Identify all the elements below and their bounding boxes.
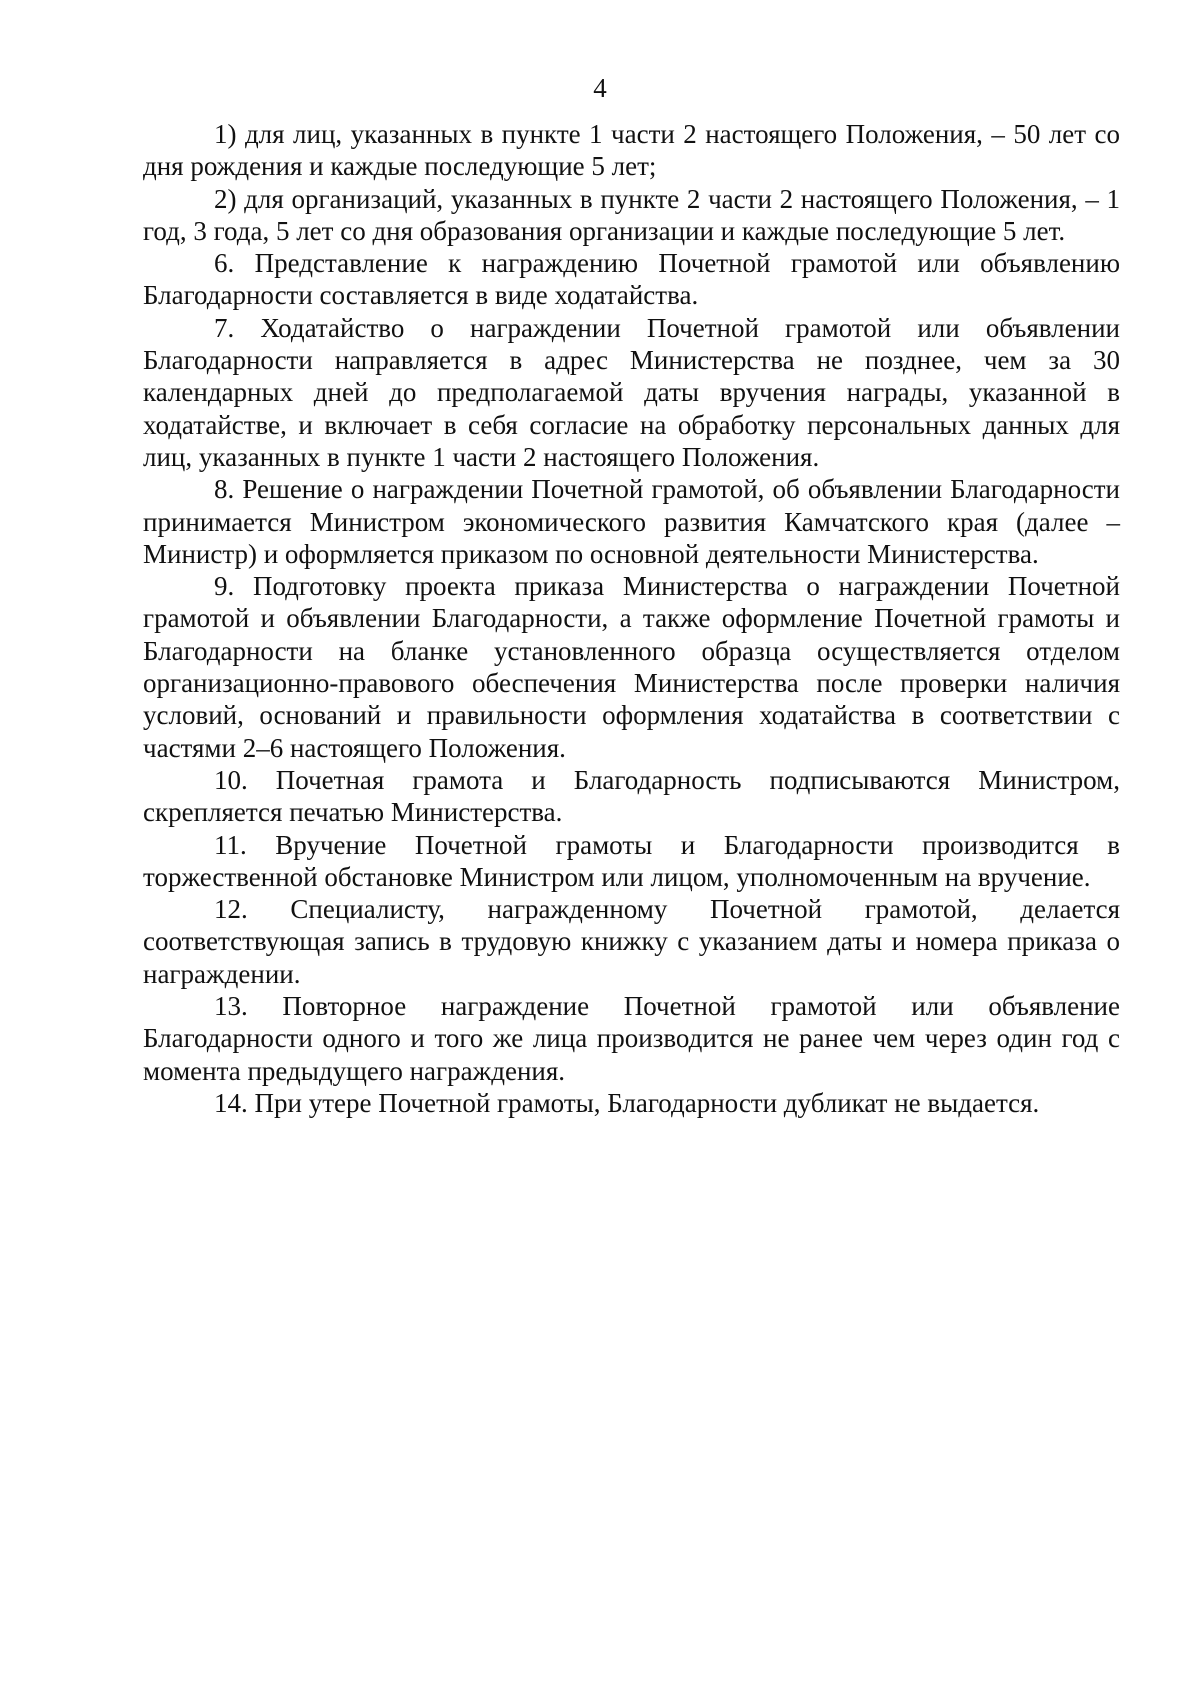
- paragraph-10: 10. Почетная грамота и Благодарность подписываются Министром, скрепляется печатью Министерства.: [143, 764, 1120, 828]
- paragraph-14: 14. При утере Почетной грамоты, Благодарности дубликат не выдается.: [214, 1087, 1040, 1118]
- paragraph-item-1-50-years: 1) для лиц, указанных в пункте 1 части 2 настоящего Положения, – 50 лет со дня рождения и каждые последующие 5 лет;: [143, 119, 1120, 182]
- paragraph-7: 7. Ходатайство о награждении Почетной грамотой или объявлении Благодарности направляется в адрес Министерства не позднее, чем за 30 календарных дней до предполагаемой даты вручения награды, указанной в ходатайстве, и включает в себя согласие на обработку персональных данных для лиц, указанных в пункте 1 части 2 настоящего Положения.: [143, 312, 1120, 472]
- page-number: 4: [593, 73, 607, 103]
- paragraph-12: 12. Специалисту, награжденному Почетной грамотой, делается соответствующая запись в трудовую книжку с указанием даты и номера приказа о награждении.: [143, 894, 1120, 989]
- paragraph-11: 11. Вручение Почетной грамоты и Благодарности производится в торжественной обстановке Министром или лицом, уполномоченным на вручение.: [143, 829, 1120, 892]
- paragraph-13: 13. Повторное награждение Почетной грамотой или объявление Благодарности одного и того же лица производится не ранее чем через один год с момента предыдущего награждения.: [143, 991, 1120, 1086]
- document-body: [143, 118, 1120, 1119]
- paragraph-item-2-organizations: 2) для организаций, указанных в пункте 2 части 2 настоящего Положения, – 1 год, 3 года, 5 лет со дня образования организации и каждые последующие 5 лет.: [143, 183, 1120, 246]
- paragraph-6: 6. Представление к награждению Почетной грамотой или объявлению Благодарности составляется в виде ходатайства.: [143, 248, 1120, 311]
- paragraph-8: 8. Решение о награждении Почетной грамотой, об объявлении Благодарности принимается Министром экономического развития Камчатского края (далее – Министр) и оформляется приказом по основной деятельности Министерства.: [143, 474, 1120, 569]
- paragraph-9: 9. Подготовку проекта приказа Министерства о награждении Почетной грамотой и объявлении Благодарности, а также оформление Почетной грамоты и Благодарности на бланке установленного образца осуществляется отделом организационно-правового обеспечения Министерства после проверки наличия условий, оснований и правильности оформления ходатайства в соответствии с частями 2–6 настоящего Положения.: [143, 571, 1120, 763]
